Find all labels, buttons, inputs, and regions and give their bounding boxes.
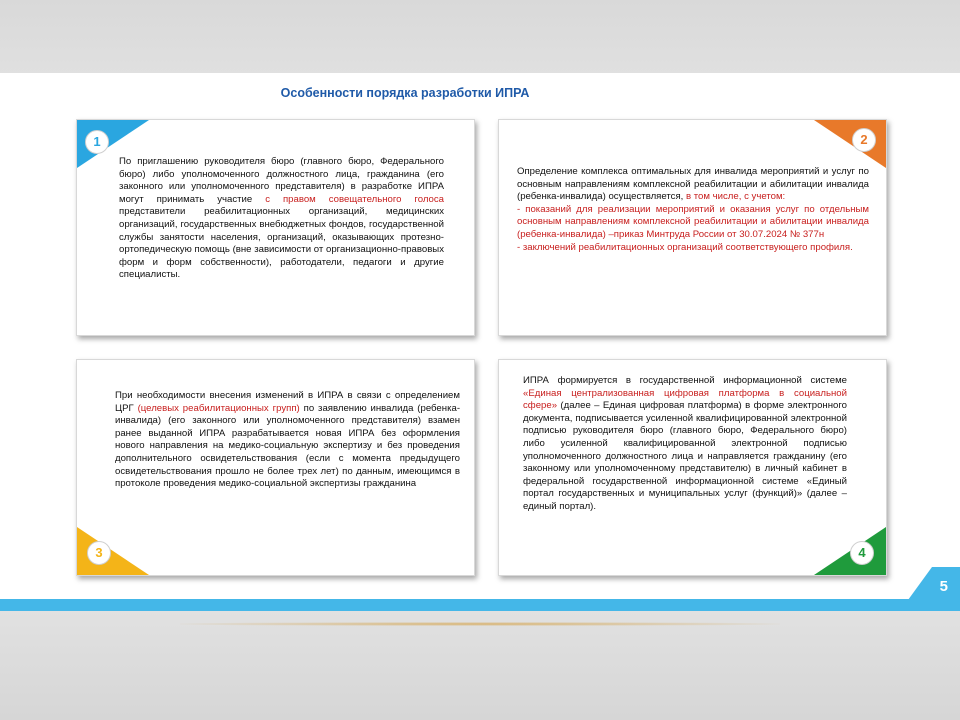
card-4-text-part-b: (далее – Единая цифровая платформа) в форме электронного документа, подписывается усиленной квалифицированной электронной подписью руководителя бюро (главного бюро, Федерального бюро) либо усиленной квалифицированной электронной подписью уполномоченного должностного лица и направляется гражданину (его законному или уполномоченному представителю) в личный кабинет в федеральной государственной информационной системе «Единый портал государственных и муниципальных услуг (функций)» (далее – единый портал). [523, 400, 847, 512]
card-3 [76, 359, 475, 576]
card-2-text-highlight: в том числе, с учетом: [686, 191, 786, 203]
card-2-number-badge: 2 [852, 128, 876, 152]
card-1-number-badge: 1 [85, 130, 109, 154]
card-1 [76, 119, 475, 336]
card-4-text-part-a: ИПРА формируется в государственной информационной системе [523, 375, 847, 386]
card-4 [498, 359, 887, 576]
card-2-text [517, 166, 869, 254]
card-4-number-badge: 4 [850, 541, 874, 565]
page-number: 5 [939, 578, 948, 595]
card-1-text-part-a: По приглашению руководителя бюро (главного бюро, Федерального бюро) либо уполномоченного должностного лица, гражданина (его законного или уполномоченного представителя) в разработке ИПРА могут принимать участие [119, 156, 444, 205]
card-3-number-badge: 3 [87, 541, 111, 565]
card-3-text-highlight: (целевых реабилитационных групп) [137, 402, 300, 414]
card-1-text-part-b: представители реабилитационных организаций, медицинских организаций, государственных внебюджетных фондов, государственной службы занятости населения, организаций, оказывающих протезно-ортопедическую помощь (вне зависимости от организационно-правовых форм и форм собственности), работодатели, педагоги и другие специалисты. [119, 206, 444, 281]
card-2-list-item-2: - заключений реабилитационных организаций соответствующего профиля. [517, 241, 853, 253]
card-1-text [119, 156, 444, 282]
card-3-text-part-a: При необходимости внесения изменений в ИПРА в связи с определением ЦРГ [115, 390, 460, 414]
card-2-list-item-1: - показаний для реализации мероприятий и оказания услуг по отдельным основным направлениям комплексной реабилитации и абилитации инвалида (ребенка-инвалида) –приказ Минтруда России от 30.07.2024 № 377н [517, 203, 869, 240]
card-3-text-part-b: по заявлению инвалида (ребенка-инвалида) (его законного или уполномоченного представителя) взамен ранее выданной ИПРА разрабатывается новая ИПРА без оформления нового направления на медико-социальную экспертизу и без проведения дополнительного освидетельствования (если с момента предыдущего освидетельствования прошло не более трех лет) по данным, имеющимся в протоколе проведения медико-социальной экспертизы гражданина [115, 402, 461, 490]
bottom-band [0, 599, 960, 611]
decorative-glow-line [180, 622, 780, 626]
card-2-text-part-a: Определение комплекса оптимальных для инвалида мероприятий и услуг по основным направлениям комплексной реабилитации и абилитации инвалида (ребенка-инвалида) осуществляется, [517, 166, 869, 203]
card-1-text-highlight: с правом совещательного голоса [265, 193, 445, 205]
page-title: Особенности порядка разработки ИПРА [280, 86, 530, 100]
card-4-text-highlight: «Единая централизованная цифровая платформа в социальной сфере» [523, 387, 847, 412]
card-4-text [523, 375, 847, 514]
card-2 [498, 119, 887, 336]
card-3-text [115, 390, 460, 491]
